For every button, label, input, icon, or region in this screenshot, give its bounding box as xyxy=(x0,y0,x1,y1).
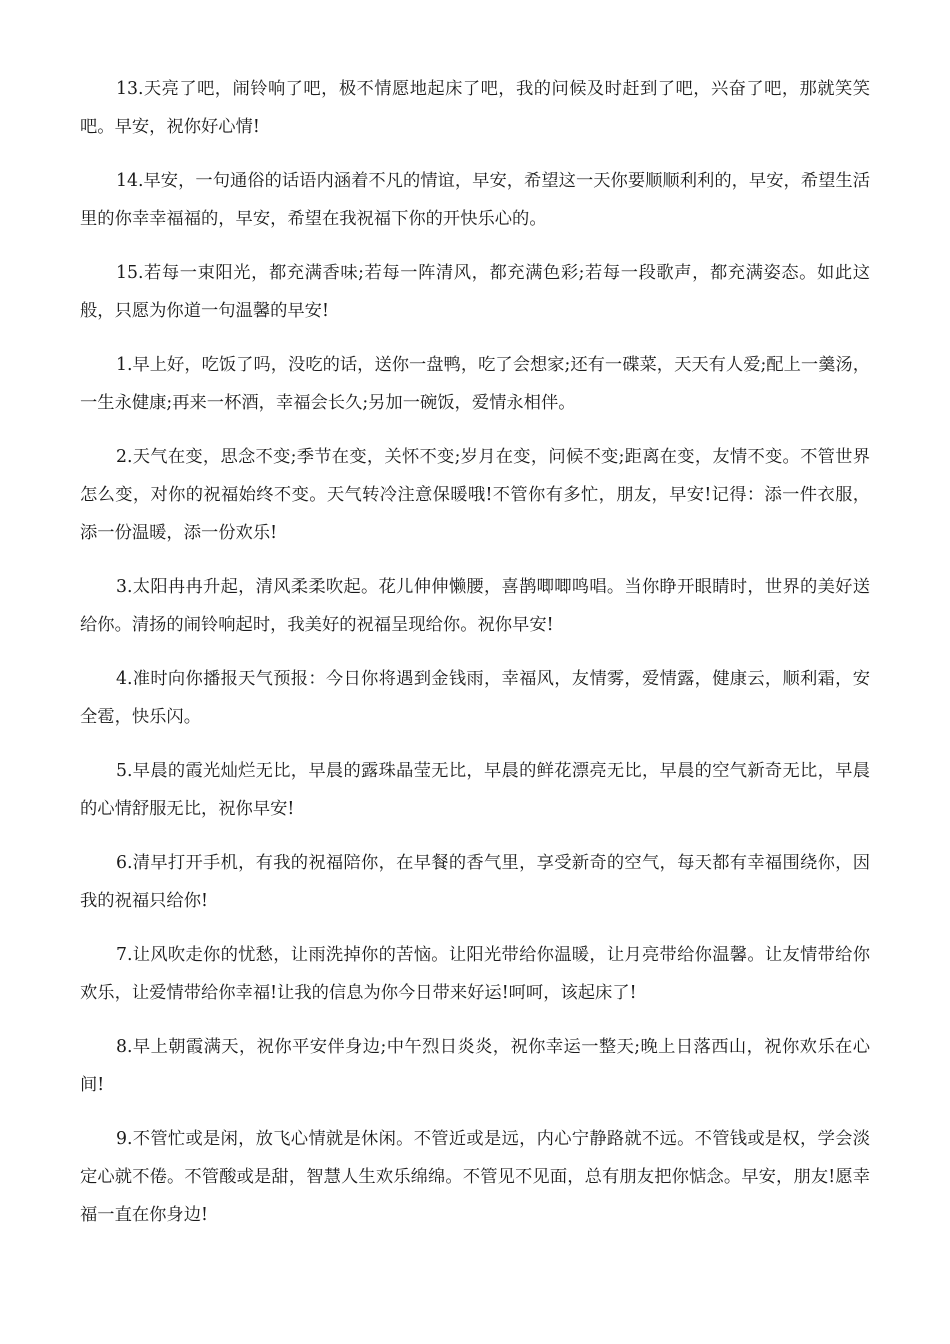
paragraph-1: 1.早上好，吃饭了吗，没吃的话，送你一盘鸭，吃了会想家;还有一碟菜，天天有人爱;配上一羹汤，一生永健康;再来一杯酒，幸福会长久;另加一碗饭，爱情永相伴。 xyxy=(80,355,870,413)
paragraph-15: 15.若每一束阳光，都充满香味;若每一阵清风，都充满色彩;若每一段歌声，都充满姿态。如此这般，只愿为你道一句温馨的早安! xyxy=(80,263,870,321)
paragraph-8: 8.早上朝霞满天，祝你平安伴身边;中午烈日炎炎，祝你幸运一整天;晚上日落西山，祝你欢乐在心间! xyxy=(80,1037,870,1095)
document-page xyxy=(80,70,870,1250)
paragraph-14: 14.早安，一句通俗的话语内涵着不凡的情谊，早安，希望这一天你要顺顺利利的，早安，希望生活里的你幸幸福福的，早安，希望在我祝福下你的开快乐心的。 xyxy=(80,171,870,229)
paragraph-7: 7.让风吹走你的忧愁，让雨洗掉你的苦恼。让阳光带给你温暖，让月亮带给你温馨。让友情带给你欢乐，让爱情带给你幸福!让我的信息为你今日带来好运!呵呵，该起床了! xyxy=(80,945,870,1003)
paragraph-6: 6.清早打开手机，有我的祝福陪你，在早餐的香气里，享受新奇的空气，每天都有幸福围绕你，因我的祝福只给你! xyxy=(80,853,870,911)
paragraph-4: 4.准时向你播报天气预报：今日你将遇到金钱雨，幸福风，友情雾，爱情露，健康云，顺利霜，安全雹，快乐闪。 xyxy=(80,669,870,727)
paragraph-5: 5.早晨的霞光灿烂无比，早晨的露珠晶莹无比，早晨的鲜花漂亮无比，早晨的空气新奇无比，早晨的心情舒服无比，祝你早安! xyxy=(80,761,870,819)
paragraph-2: 2.天气在变，思念不变;季节在变，关怀不变;岁月在变，问候不变;距离在变，友情不变。不管世界怎么变，对你的祝福始终不变。天气转冷注意保暖哦!不管你有多忙，朋友，早安!记得：添一件衣服，添一份温暖，添一份欢乐! xyxy=(80,447,870,543)
paragraph-13: 13.天亮了吧，闹铃响了吧，极不情愿地起床了吧，我的问候及时赶到了吧，兴奋了吧，那就笑笑吧。早安，祝你好心情! xyxy=(80,79,870,137)
paragraph-9: 9.不管忙或是闲，放飞心情就是休闲。不管近或是远，内心宁静路就不远。不管钱或是权，学会淡定心就不倦。不管酸或是甜，智慧人生欢乐绵绵。不管见不见面，总有朋友把你惦念。早安，朋友!愿幸福一直在你身边! xyxy=(80,1129,870,1225)
paragraph-3: 3.太阳冉冉升起，清风柔柔吹起。花儿伸伸懒腰，喜鹊唧唧鸣唱。当你睁开眼睛时，世界的美好送给你。清扬的闹铃响起时，我美好的祝福呈现给你。祝你早安! xyxy=(80,577,870,635)
